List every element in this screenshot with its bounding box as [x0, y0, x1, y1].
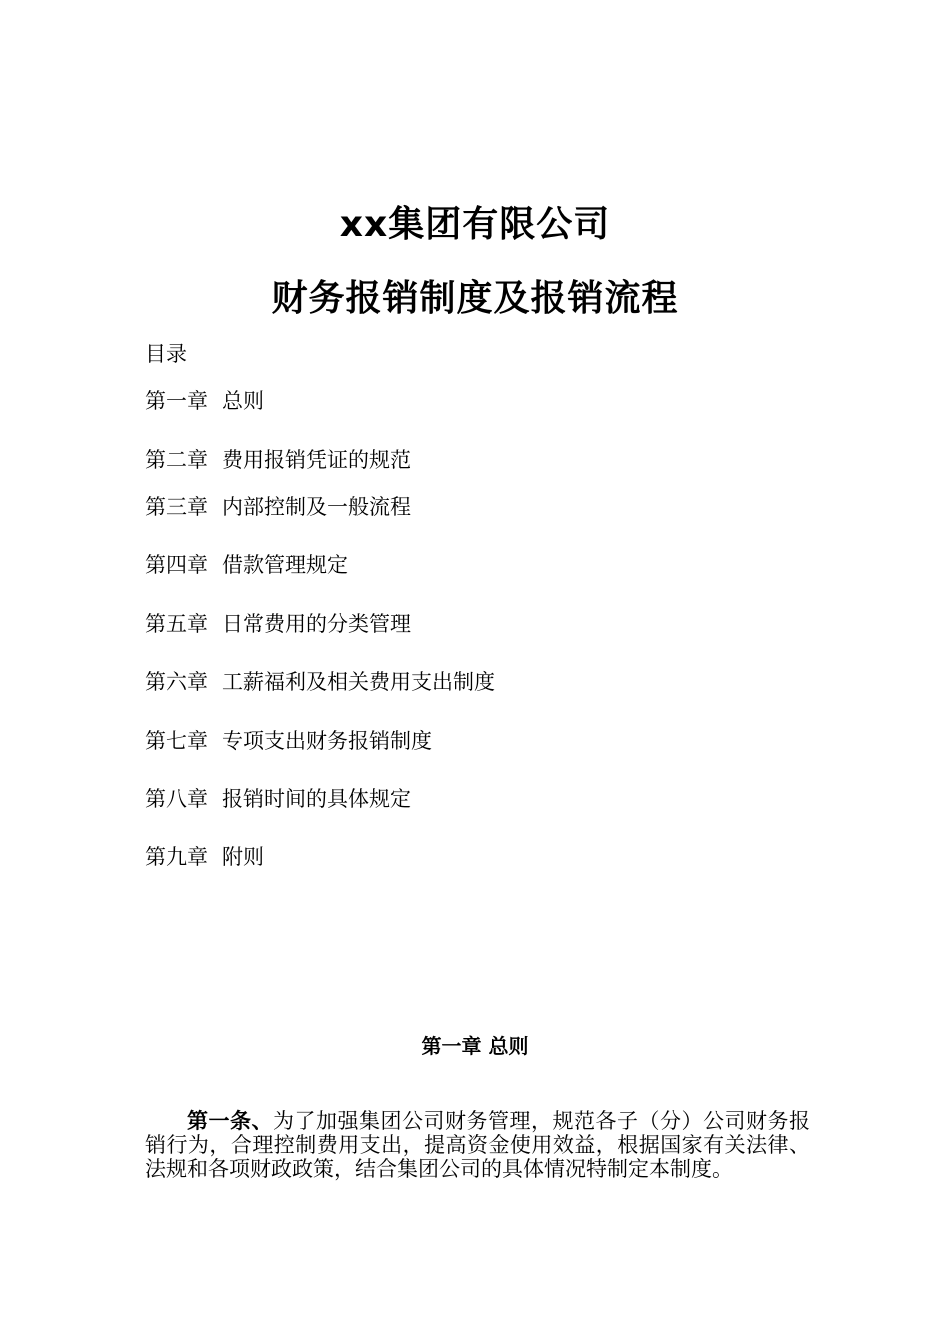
toc-chapter-number: 第四章 [145, 553, 208, 577]
toc-item [145, 666, 645, 696]
toc-chapter-number: 第八章 [145, 787, 208, 811]
toc-chapter-number: 第六章 [145, 670, 208, 694]
toc-chapter-title: 内部控制及一般流程 [222, 495, 411, 519]
toc-chapter-title: 专项支出财务报销制度 [222, 729, 432, 753]
toc-chapter-title: 借款管理规定 [222, 553, 348, 577]
toc-item [145, 783, 645, 813]
toc-chapter-title: 附则 [222, 845, 264, 869]
toc-chapter-title: 报销时间的具体规定 [222, 787, 411, 811]
toc-chapter-title: 费用报销凭证的规范 [222, 448, 411, 472]
toc-chapter-number: 第七章 [145, 729, 208, 753]
toc-item [145, 444, 645, 474]
toc-chapter-number: 第九章 [145, 845, 208, 869]
toc-item [145, 841, 645, 871]
article-body: 为了加强集团公司财务管理，规范各子（分）公司财务报销行为，合理控制费用支出，提高资金使用效益，根据国家有关法律、法规和各项财政政策，结合集团公司的具体情况特制定本制度。 [145, 1109, 810, 1181]
toc-chapter-number: 第五章 [145, 612, 208, 636]
toc-item [145, 491, 645, 521]
toc-chapter-number: 第三章 [145, 495, 208, 519]
toc-chapter-title: 工薪福利及相关费用支出制度 [222, 670, 495, 694]
toc-chapter-number: 第二章 [145, 448, 208, 472]
document-title-subject: 财务报销制度及报销流程 [271, 278, 679, 319]
document-title-company: xx集团有限公司 [339, 204, 611, 245]
toc-chapter-number: 第一章 [145, 389, 208, 413]
toc-item [145, 608, 645, 638]
toc-item [145, 549, 645, 579]
toc-item [145, 725, 645, 755]
toc-chapter-title: 总则 [222, 389, 264, 413]
toc-chapter-title: 日常费用的分类管理 [222, 612, 411, 636]
article-number: 第一条、 [187, 1108, 273, 1133]
toc-item [145, 385, 645, 415]
section-heading: 第一章 总则 [421, 1034, 529, 1058]
article-paragraph [145, 1109, 810, 1181]
toc-heading: 目录 [145, 342, 187, 366]
